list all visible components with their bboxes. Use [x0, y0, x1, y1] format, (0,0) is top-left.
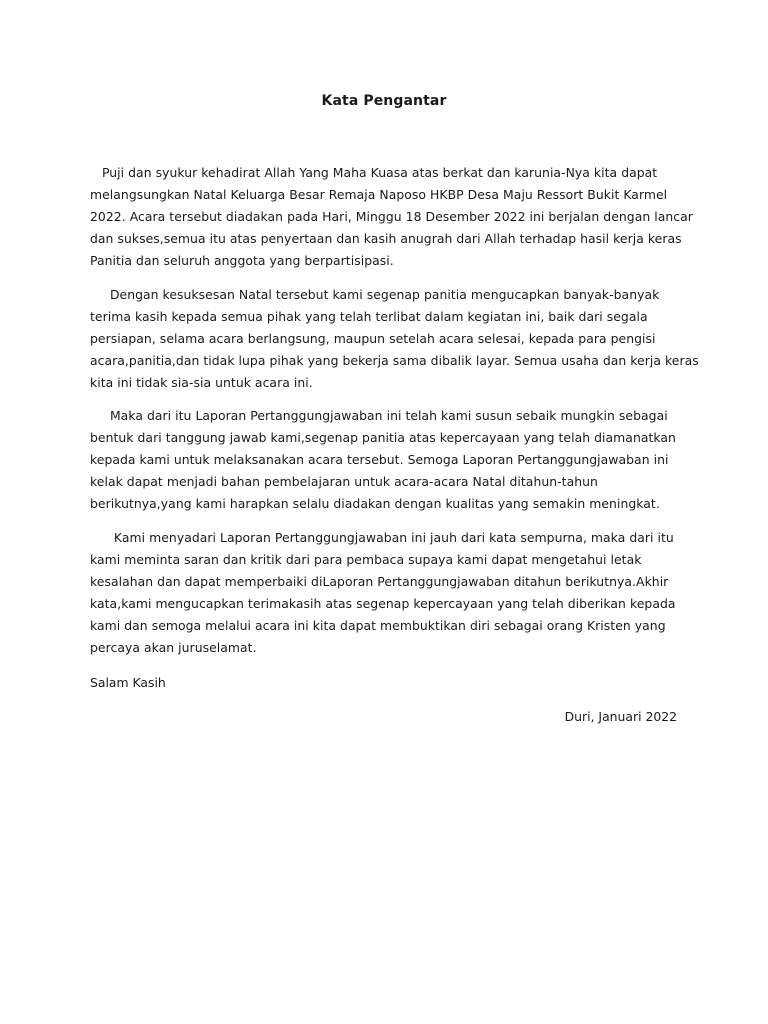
- paragraph-4: [90, 527, 680, 658]
- paragraph-line: Dengan kesuksesan Natal tersebut kami segenap panitia mengucapkan banyak-banyak: [90, 287, 660, 302]
- paragraph-line: 2022. Acara tersebut diadakan pada Hari, Minggu 18 Desember 2022 ini berjalan dengan lancar: [90, 208, 693, 224]
- paragraph-line: kita ini tidak sia-sia untuk acara ini.: [90, 374, 313, 390]
- paragraph-line: kami dan semoga melalui acara ini kita dapat membuktikan diri sebagai orang Kristen yang: [90, 617, 666, 633]
- paragraph-line: acara,panitia,dan tidak lupa pihak yang bekerja sama dibalik layar. Semua usaha dan kerja keras: [90, 352, 699, 368]
- paragraph-line: kelak dapat menjadi bahan pembelajaran untuk acara-acara Natal ditahun-tahun: [90, 473, 598, 489]
- place-date: Duri, Januari 2022: [564, 709, 677, 724]
- paragraph-line: kepada kami untuk melaksanakan acara tersebut. Semoga Laporan Pertanggungjawaban ini: [90, 451, 669, 467]
- paragraph-line: Kami menyadari Laporan Pertanggungjawaban ini jauh dari kata sempurna, maka dari itu: [90, 530, 674, 545]
- paragraph-line: percaya akan juruselamat.: [90, 639, 257, 655]
- paragraph-line: kesalahan dan dapat memperbaiki diLaporan Pertanggungjawaban ditahun berikutnya.Akhir: [90, 573, 669, 589]
- paragraph-line: melangsungkan Natal Keluarga Besar Remaja Naposo HKBP Desa Maju Ressort Bukit Karmel: [90, 186, 668, 202]
- paragraph-line: berikutnya,yang kami harapkan selalu diadakan dengan kualitas yang semakin meningkat.: [90, 495, 660, 511]
- paragraph-line: kami meminta saran dan kritik dari para pembaca supaya kami dapat mengetahui letak: [90, 551, 642, 567]
- paragraph-line: dan sukses,semua itu atas penyertaan dan kasih anugrah dari Allah terhadap hasil kerja keras: [90, 230, 682, 246]
- paragraph-line: terima kasih kepada semua pihak yang telah terlibat dalam kegiatan ini, baik dari segala: [90, 308, 648, 324]
- paragraph-line: kata,kami mengucapkan terimakasih atas segenap kepercayaan yang telah diberikan kepada: [90, 595, 676, 611]
- paragraph-line: Maka dari itu Laporan Pertanggungjawaban ini telah kami susun sebaik mungkin sebagai: [90, 408, 668, 423]
- page-title: Kata Pengantar: [321, 93, 447, 109]
- paragraph-line: Panitia dan seluruh anggota yang berpartisipasi.: [90, 252, 394, 268]
- paragraph-3: [90, 405, 680, 515]
- paragraph-line: Puji dan syukur kehadirat Allah Yang Maha Kuasa atas berkat dan karunia-Nya kita dapat: [90, 165, 658, 180]
- closing-salutation: Salam Kasih: [90, 675, 166, 690]
- paragraph-1: [90, 162, 693, 272]
- paragraph-2: [90, 284, 699, 394]
- paragraph-line: bentuk dari tanggung jawab kami,segenap panitia atas kepercayaan yang telah diamanatkan: [90, 429, 676, 445]
- paragraph-line: persiapan, selama acara berlangsung, maupun setelah acara selesai, kepada para pengisi: [90, 330, 656, 346]
